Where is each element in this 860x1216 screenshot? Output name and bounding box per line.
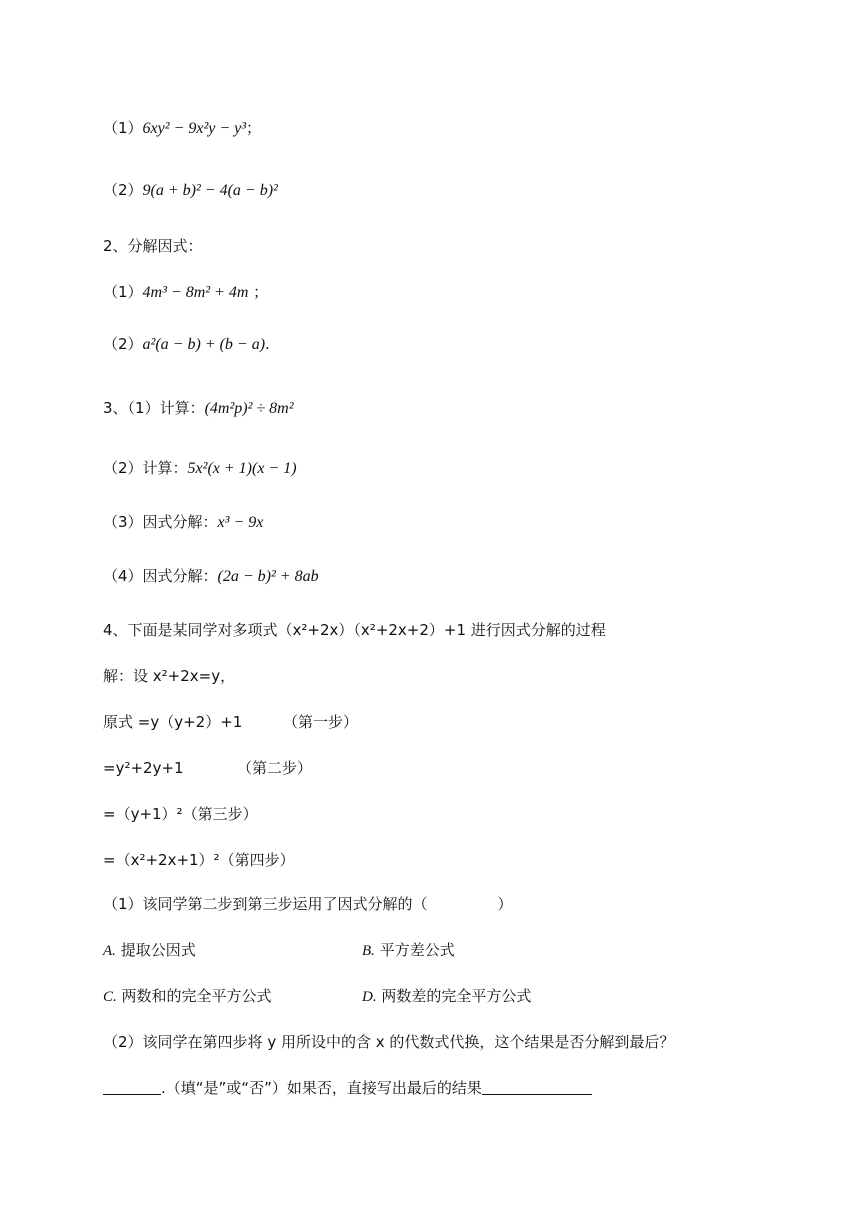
q4-step1-expression: 原式 =y（y+2）+1 xyxy=(103,713,243,731)
q4-title: 4、下面是某同学对多项式（x²+2x）（x²+2x+2）+1 进行因式分解的过程 xyxy=(103,621,606,639)
q2-title: 2、分解因式： xyxy=(103,237,203,255)
q3-part2-expression: 5x²(x + 1)(x − 1) xyxy=(187,460,297,477)
q4-step2-expression: =y²+2y+1 xyxy=(103,759,184,777)
q4-solution-intro: 解：设 x²+2x=y， xyxy=(103,667,236,685)
q1-part2-expression: 9(a + b)² − 4(a − b)² xyxy=(142,182,278,199)
q4-step2-note: （第二步） xyxy=(237,759,313,777)
q4-step4-note: （第四步） xyxy=(219,851,295,869)
option-a[interactable] xyxy=(103,941,196,959)
q4-sub1-text: （1）该同学第二步到第三步运用了因式分解的（ xyxy=(103,895,428,913)
q2-part2-label: （2） xyxy=(103,335,143,353)
q3-part1-expression: (4m²p)² ÷ 8m² xyxy=(204,400,294,417)
q2-part2-end: . xyxy=(265,335,270,353)
q3-part1 xyxy=(103,398,294,420)
q4-options-row2 xyxy=(103,986,603,1008)
q3-part4 xyxy=(103,566,319,588)
q4-step1-note: （第一步） xyxy=(283,713,359,731)
q3-part4-expression: (2a − b)² + 8ab xyxy=(217,568,319,585)
q4-step4 xyxy=(103,850,295,872)
option-d-letter: D. xyxy=(362,989,377,1005)
q4-step3-note: （第三步） xyxy=(182,805,258,823)
q1-part2-label: （2） xyxy=(103,181,143,199)
q4-sub2-fill xyxy=(103,1078,592,1100)
q4-step4-expression: =（x²+2x+1）² xyxy=(103,851,220,869)
q2-part1-end: ； xyxy=(248,283,269,301)
option-b[interactable] xyxy=(362,940,455,961)
q2-part2-expression: a²(a − b) + (b − a) xyxy=(142,336,266,353)
option-c-text: 两数和的完全平方公式 xyxy=(121,987,272,1005)
option-c-letter: C. xyxy=(103,989,117,1005)
option-d-text: 两数差的完全平方公式 xyxy=(381,987,532,1005)
option-c[interactable] xyxy=(103,987,272,1005)
q1-part1-expression: 6xy² − 9x²y − y³ xyxy=(142,120,247,137)
option-b-letter: B. xyxy=(362,943,375,959)
q2-part1-expression: 4m³ − 8m² + 4m xyxy=(142,284,249,301)
option-a-letter: A. xyxy=(103,943,116,959)
q3-part3 xyxy=(103,512,263,534)
q4-sub2: （2）该同学在第四步将 y 用所设中的含 x 的代数式代换，这个结果是否分解到最后？ xyxy=(103,1033,675,1051)
q4-step3-expression: =（y+1）² xyxy=(103,805,183,823)
q1-part2 xyxy=(103,180,278,202)
q4-options-row1 xyxy=(103,940,603,962)
option-b-text: 平方差公式 xyxy=(379,941,455,959)
q3-part2 xyxy=(103,458,297,480)
q4-sub2-fill-text: .（填“是”或“否”）如果否，直接写出最后的结果 xyxy=(161,1079,482,1097)
q4-step2 xyxy=(103,758,313,780)
q3-part1-label: 3、（1）计算： xyxy=(103,399,205,417)
q1-part1-end: ； xyxy=(246,119,262,137)
q3-part3-label: （3）因式分解： xyxy=(103,513,218,531)
q2-part1 xyxy=(103,282,268,304)
option-d[interactable] xyxy=(362,986,531,1007)
q3-part3-expression: x³ − 9x xyxy=(217,514,264,531)
q4-sub1-close: ） xyxy=(497,895,513,913)
option-a-text: 提取公因式 xyxy=(120,941,196,959)
q4-sub2-answer-blank[interactable] xyxy=(103,1078,161,1095)
q1-part1-label: （1） xyxy=(103,119,143,137)
q4-step1 xyxy=(103,712,359,734)
q3-part2-label: （2）计算： xyxy=(103,459,188,477)
q2-part1-label: （1） xyxy=(103,283,143,301)
q4-step3 xyxy=(103,804,258,826)
q1-part1 xyxy=(103,118,261,140)
q2-part2 xyxy=(103,334,270,356)
q3-part4-label: （4）因式分解： xyxy=(103,567,218,585)
q4-sub1 xyxy=(103,894,513,916)
q4-sub2-result-blank[interactable] xyxy=(482,1078,592,1095)
